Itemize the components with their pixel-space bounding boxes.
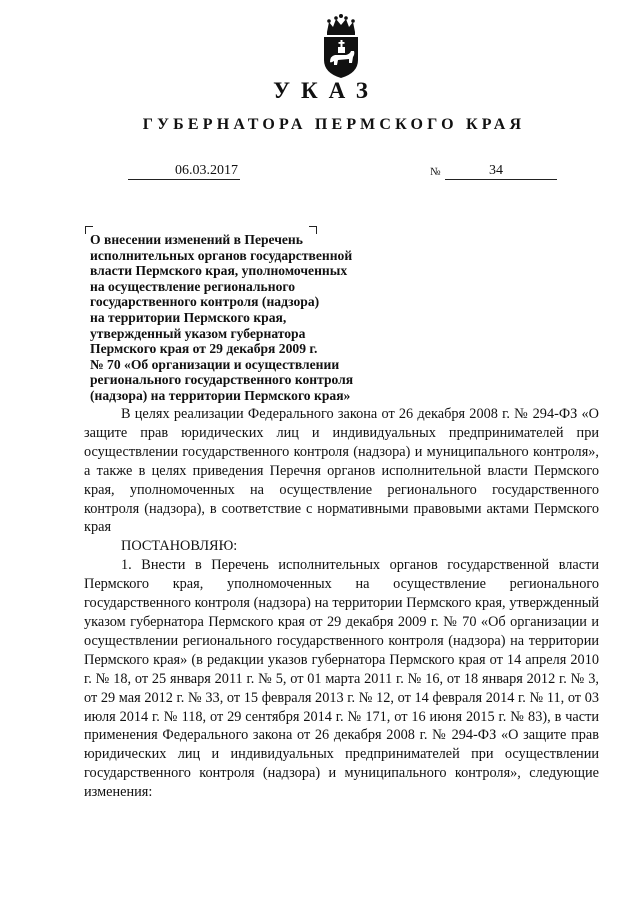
coat-of-arms-icon [316, 10, 366, 80]
document-date: 06.03.2017 [128, 163, 240, 180]
heading-line: Пермского края от 29 декабря 2009 г. [90, 341, 318, 357]
heading-line: исполнительных органов государственной [90, 247, 353, 263]
document-body [84, 405, 599, 802]
document-heading [90, 232, 400, 404]
heading-line: (надзора) на территории Пермского края» [90, 387, 351, 403]
heading-line: О внесении изменений в Перечень [90, 232, 303, 247]
number-mark: № [430, 166, 441, 178]
heading-line: власти Пермского края, уполномоченных [90, 263, 348, 279]
clause-1-paragraph: 1. Внести в Перечень исполнительных органов государственной власти Пермского края, уполномоченных на осуществление регионального государственного контроля (надзора) на территории Пермского края, утвержденный указом губернатора Пермского края от 29 декабря 2009 г. № 70 «Об организации и осуществлении регионального государственного контроля (надзора) на территории Пермского края» (в редакции указов губернатора Пермского края от 14 апреля 2010 г. № 18, от 25 января 2011 г. № 5, от 01 марта 2011 г. № 16, от 18 января 2012 г. № 3, от 29 мая 2012 г. № 33, от 15 февраля 2013 г. № 12, от 14 февраля 2014 г. № 11, от 03 июля 2014 г. № 118, от 29 сентября 2014 г. № 171, от 16 июня 2015 г. № 83), в части применения Федерального закона от 26 декабря 2008 г. № 294-ФЗ «О защите прав юридических лиц и индивидуальных предпринимателей при осуществлении государственного контроля (надзора) и муниципального контроля», следующие изменения: [84, 557, 599, 801]
heading-line: утвержденный указом губернатора [90, 325, 306, 341]
decree-word: ПОСТАНОВЛЯЮ: [121, 538, 238, 555]
document-title: УКАЗ [273, 78, 379, 103]
preamble-paragraph: В целях реализации Федерального закона от 26 декабря 2008 г. № 294-ФЗ «О защите прав юридических лиц и индивидуальных предпринимателей при осуществлении государственного контроля (надзора) и муниципального контроля», а также в целях приведения Перечня органов исполнительной власти Пермского края, уполномоченных на осуществление регионального государственного контроля (надзора), в соответствие с нормативными правовыми актами Пермского края [84, 406, 599, 536]
heading-line: № 70 «Об организации и осуществлении [90, 356, 340, 372]
heading-line: на осуществление регионального [90, 278, 296, 294]
document-number: 34 [445, 163, 557, 180]
heading-line: государственного контроля (надзора) [90, 294, 320, 310]
heading-line: регионального государственного контроля [90, 372, 354, 388]
document-subtitle: ГУБЕРНАТОРА ПЕРМСКОГО КРАЯ [142, 116, 526, 133]
heading-line: на территории Пермского края, [90, 309, 287, 325]
